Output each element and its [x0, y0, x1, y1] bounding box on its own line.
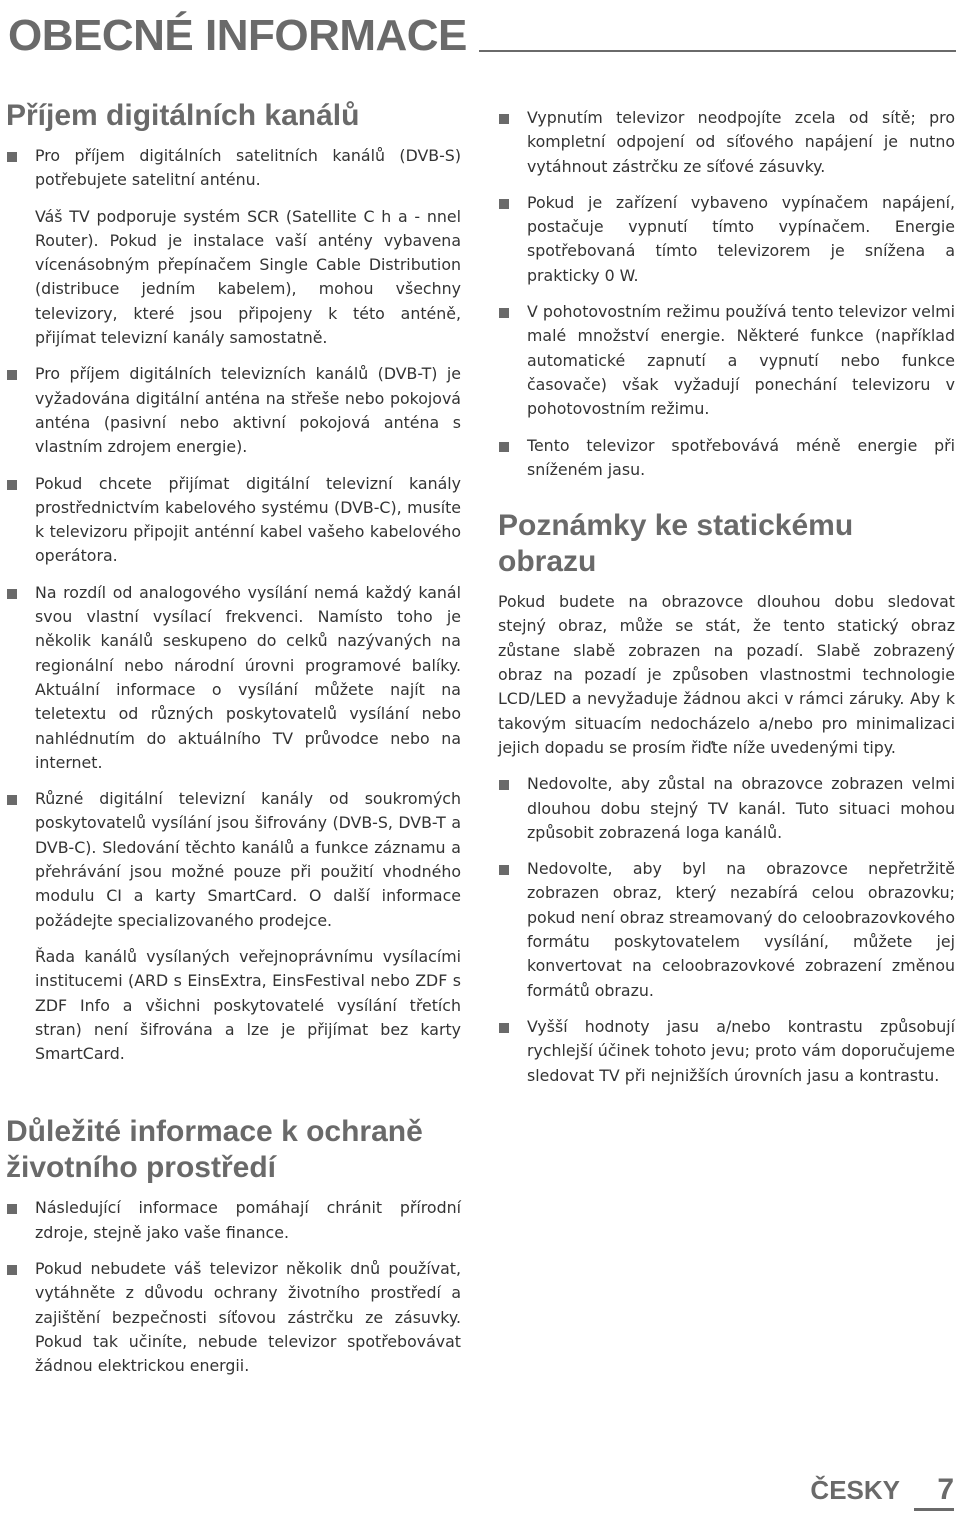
list-item: Pro příjem digitálních televizních kanálů (DVB-T) je vyžadována digitální anténa na střeše nebo pokojová anténa (pasivní nebo aktivní pokojová anténa s vlastním zdrojem energie). — [6, 362, 461, 459]
list-item: Pokud nebudete váš televizor několik dnů používat, vytáhněte z důvodu ochrany životního prostředí a zajištění bezpečnosti síťovou zástrčku ze zásuvky. Pokud tak učiníte, nebude televizor spotřebovávat žádnou elektrickou energii. — [6, 1257, 461, 1378]
list-item: Následující informace pomáhají chránit přírodní zdroje, stejně jako vaše finance. — [6, 1196, 461, 1245]
environment-list — [6, 1196, 461, 1378]
list-item-text: Pro příjem digitálních satelitních kanálů (DVB-S) potřebujete satelitní anténu. — [35, 146, 461, 190]
list-item: V pohotovostním režimu používá tento televizor velmi malé množství energie. Některé funkce (například automatické zapnutí a vypnutí nebo funkce časovače) však vyžadují ponechání televizoru v pohotovostním režimu. — [498, 300, 955, 421]
list-item: Nedovolte, aby byl na obrazovce nepřetržitě zobrazen obraz, který nezabírá celou obrazovku; pokud není obraz streamovaný do celoobrazovkového formátu poskytovatelem vysílání, můžete jej konvertovat na celoobrazovkové zobrazení změnou formátů obrazu. — [498, 857, 955, 1003]
list-item: Vypnutím televizor neodpojíte zcela od sítě; pro kompletní odpojení od síťového napájení je nutno vytáhnout zástrčku ze síťové zásuvky. — [498, 106, 955, 179]
list-item: Na rozdíl od analogového vysílání nemá každý kanál svou vlastní vysílací frekvenci. Namísto toho je několik kanálů seskupeno do celků nazývaných na regionální nebo národní úrovni programové balíky. Aktuální informace o vysílání můžete najít na teletextu od různých poskytovatelů vysílání nebo nahlédnutím do aktuálního TV průvodce nebo na internet. — [6, 581, 461, 775]
page-footer — [810, 1463, 954, 1511]
list-item: Vyšší hodnoty jasu a/nebo kontrastu způsobují rychlejší účinek tohoto jevu; proto vám doporučujeme sledovat TV při nejnižších úrovních jasu a kontrastu. — [498, 1015, 955, 1088]
list-item-paragraph: Řada kanálů vysílaných veřejnoprávnímu vysílacími institucemi (ARD s EinsExtra, EinsFestival nebo ZDF s ZDF Info a všichni poskytovatelé vysílání třetích stran) není šifrována a lze je přijímat bez karty SmartCard. — [35, 946, 461, 1064]
left-column — [6, 98, 461, 1390]
list-item-paragraph: Váš TV podporuje systém SCR (Satellite C h a - nnel Router). Pokud je instalace vaší antény vybavena vícenásobným přepínačem Single Cable Distribution (distribuce jedním kabelem), mohou všechny televizory, které jsou připojeny k této anténě, přijímat televizní kanály samostatně. — [35, 206, 461, 348]
page-header — [8, 8, 956, 58]
section-heading-static-image: Poznámky ke statickému obrazu — [498, 509, 854, 579]
list-item — [6, 787, 461, 1066]
right-column — [498, 106, 955, 1100]
list-item: Nedovolte, aby zůstal na obrazovce zobrazen velmi dlouhou dobu stejný TV kanál. Tuto situaci mohou způsobit zobrazená loga kanálů. — [498, 772, 955, 845]
digital-channels-list — [6, 144, 461, 1066]
page-title: OBECNÉ INFORMACE — [8, 11, 467, 60]
list-item — [6, 144, 461, 350]
section-heading-digital-channels: Příjem digitálních kanálů — [6, 99, 360, 132]
page-number: 7 — [914, 1472, 954, 1511]
static-image-intro: Pokud budete na obrazovce dlouhou dobu sledovat stejný obraz, může se stát, že tento statický obraz zůstane slabě zobrazen na pozadí. Slabě zobrazený obraz na pozadí je způsoben vlastnostmi technologie LCD/LED a nevyžaduje žádnou akci v rámci záruky. Aby k takovým situacím nedocházelo a/nebo pro minimalizaci jejich dopadu se prosím řiďte níže uvedenými tipy. — [498, 592, 955, 757]
list-item: Pokud je zařízení vybaveno vypínačem napájení, postačuje vypnutí tímto vypínačem. Energie spotřebovaná tímto televizorem je snížena a prakticky 0 W. — [498, 191, 955, 288]
list-item: Tento televizor spotřebovává méně energie při sníženém jasu. — [498, 434, 955, 483]
title-rule — [479, 50, 956, 52]
language-label: ČESKY — [810, 1475, 900, 1505]
static-image-list — [498, 772, 955, 1088]
list-item: Pokud chcete přijímat digitální televizní kanály prostřednictvím kabelového systému (DVB-C), musíte k televizoru připojit anténní kabel vašeho kabelového operátora. — [6, 472, 461, 569]
environment-list-continued — [498, 106, 955, 482]
list-item-text: Různé digitální televizní kanály od soukromých poskytovatelů vysílání jsou šifrovány (DVB-S, DVB-T a DVB-C). Sledování těchto kanálů a funkce záznamu a přehrávání jsou možné pouze při použití vhodného modulu CI a karty SmartCard. O další informace požádejte specializovaného prodejce. — [35, 789, 461, 930]
section-heading-environment: Důležité informace k ochraně životního prostředí — [6, 1115, 423, 1185]
